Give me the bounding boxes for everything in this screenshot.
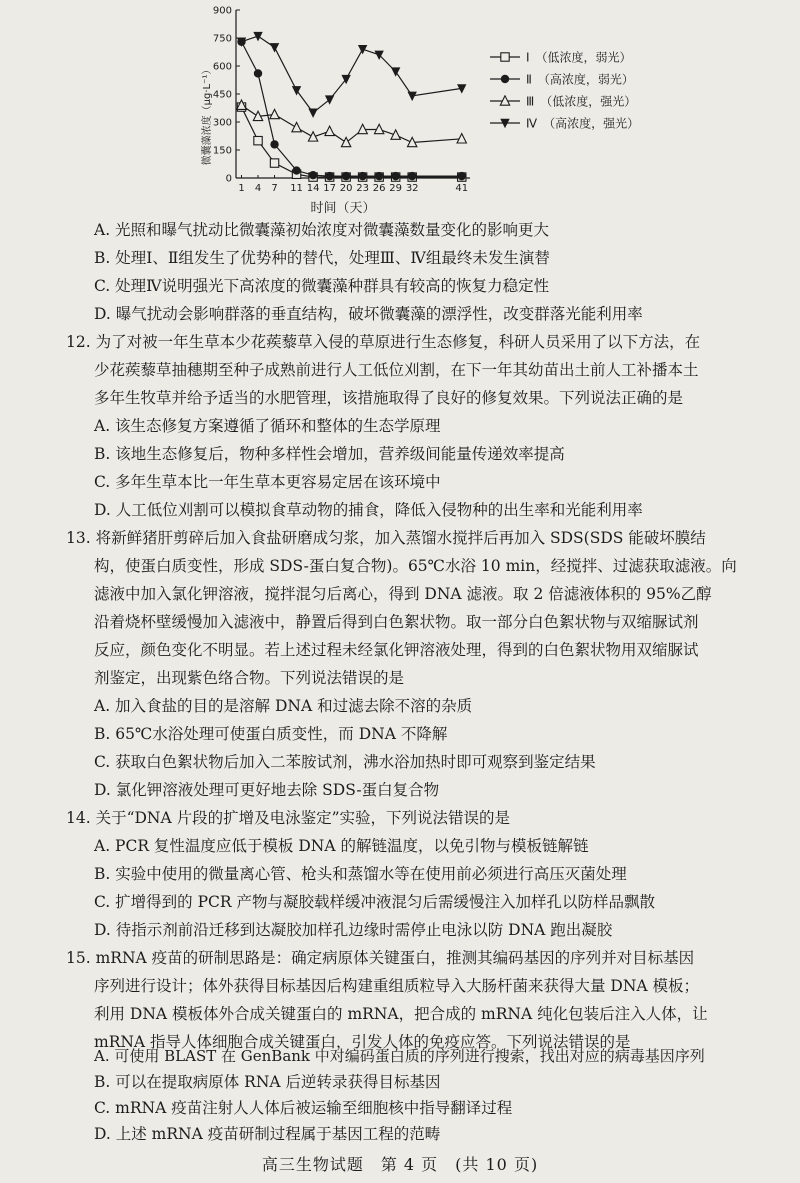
series-3 [237, 100, 467, 147]
data-point [375, 172, 383, 180]
q12-stem-line: 12. 为了对被一年生草本少花蒺藜草入侵的草原进行生态修复，科研人员采用了以下方法，在 [66, 333, 701, 351]
data-point [292, 166, 300, 174]
data-point [254, 69, 262, 77]
q13-stem-line: 滤液中加入氯化钾溶液，搅拌混匀后离心，得到 DNA 滤液。取 2 倍滤液体积的 95%乙醇 [94, 585, 712, 603]
q15-stem-line: 利用 DNA 模板体外合成关键蛋白的 mRNA，把合成的 mRNA 纯化包装后注入人体，让 [94, 1005, 708, 1023]
q14-stem-line: 14. 关于“DNA 片段的扩增及电泳鉴定”实验，下列说法错误的是 [66, 809, 511, 827]
q11-option-b: B. 处理Ⅰ、Ⅱ组发生了优势种的替代，处理Ⅲ、Ⅳ组最终未发生演替 [94, 249, 550, 267]
data-point [391, 172, 399, 180]
plot-area [237, 32, 467, 181]
q13-stem-line: 剂鉴定，出现紫色络合物。下列说法错误的是 [94, 669, 405, 687]
q13-stem-line: 13. 将新鲜猪肝剪碎后加入食盐研磨成匀浆，加入蒸馏水搅拌后再加入 SDS(SDS 能破坏膜结 [66, 529, 706, 547]
legend-entry: Ⅲ （低浓度，强光） [526, 94, 637, 109]
y-axis-label: 微囊藻浓度（μg·L⁻¹） [202, 64, 213, 166]
data-point [407, 92, 416, 101]
chart-legend [490, 50, 639, 131]
q15-option-c: C. mRNA 疫苗注射人人体后被运输至细胞核中指导翻译过程 [94, 1099, 513, 1117]
q14-option-a: A. PCR 复性温度应低于模板 DNA 的解链温度，以免引物与模板链解链 [94, 837, 589, 855]
data-point [270, 140, 278, 148]
y-tick-label: 900 [212, 5, 232, 17]
legend-entry: Ⅳ （高浓度，强光） [526, 116, 640, 131]
y-axis [213, 6, 240, 185]
data-point [501, 75, 509, 83]
data-point [325, 172, 333, 180]
page-footer: 高三生物试题 第 4 页 (共 10 页) [261, 1155, 539, 1174]
data-point [309, 171, 317, 179]
q12-option-c: C. 多年生草本比一年生草本更容易定居在该环境中 [94, 473, 441, 491]
data-point [342, 172, 350, 180]
data-point [358, 172, 366, 180]
x-tick-label: 32 [405, 183, 419, 194]
q15-option-b: B. 可以在提取病原体 RNA 后逆转录获得目标基因 [94, 1073, 441, 1091]
x-tick-label: 20 [339, 183, 353, 194]
y-tick-label: 300 [212, 117, 232, 129]
x-tick-label: 14 [306, 183, 320, 194]
q11-option-c: C. 处理Ⅳ说明强光下高浓度的微囊藻种群具有较高的恢复力稳定性 [94, 277, 550, 295]
q15-stem-line: 序列进行设计；体外获得目标基因后构建重组质粒导入大肠杆菌来获得大量 DNA 模板； [94, 977, 700, 995]
q13-stem-line: 反应，颜色变化不明显。若上述过程未经氯化钾溶液处理，得到的白色絮状物用双缩脲试 [94, 641, 699, 659]
x-tick-label: 17 [323, 183, 336, 194]
q12-option-a: A. 该生态修复方案遵循了循环和整体的生态学原理 [94, 417, 441, 435]
q13-stem-line: 沿着烧杯壁缓慢加入滤液中，静置后得到白色絮状物。取一部分白色絮状物与双缩脲试剂 [94, 613, 699, 631]
data-point [254, 136, 262, 144]
q15-option-d: D. 上述 mRNA 疫苗研制过程属于基因工程的范畴 [94, 1125, 441, 1143]
data-point [270, 159, 278, 167]
y-tick-label: 750 [212, 33, 232, 45]
q11-option-d: D. 曝气扰动会影响群落的垂直结构，破坏微囊藻的漂浮性，改变群落光能利用率 [94, 305, 643, 323]
x-tick-label: 1 [238, 183, 245, 194]
data-point [270, 43, 279, 52]
data-point [501, 53, 509, 61]
q11-option-a: A. 光照和曝气扰动比微囊藻初始浓度对微囊藻数量变化的影响更大 [94, 221, 550, 239]
y-tick-label: 150 [212, 145, 232, 157]
y-tick-label: 0 [225, 173, 232, 185]
x-tick-label: 26 [372, 183, 386, 194]
q15-option-a: A. 可使用 BLAST 在 GenBank 中对编码蛋白质的序列进行搜索，找出对应的病毒基因序列 [94, 1047, 705, 1065]
q15-stem-line: mRNA 指导人体细胞合成关键蛋白，引发人体的免疫应答。下列说法错误的是 [94, 1033, 631, 1051]
q13-option-b: B. 65℃水浴处理可使蛋白质变性，而 DNA 不降解 [94, 725, 448, 743]
x-tick-label: 41 [455, 183, 469, 194]
y-tick-label: 600 [212, 61, 232, 73]
data-point [457, 134, 466, 143]
q12-stem-line: 多年生牧草并给予适当的水肥管理，该措施取得了良好的修复效果。下列说法正确的是 [94, 389, 684, 407]
x-tick-label: 4 [254, 183, 262, 194]
data-point [270, 109, 279, 118]
y-tick-label: 450 [212, 89, 232, 101]
data-point [458, 172, 466, 180]
q14-option-b: B. 实验中使用的微量离心管、枪头和蒸馏水等在使用前必须进行高压灭菌处理 [94, 865, 627, 883]
x-axis [236, 175, 470, 194]
data-point [325, 126, 334, 135]
q14-option-d: D. 待指示剂前沿迁移到达凝胶加样孔边缘时需停止电泳以防 DNA 跑出凝胶 [94, 921, 613, 939]
x-tick-label: 11 [290, 183, 303, 194]
data-point [292, 122, 301, 131]
series-4 [237, 32, 467, 118]
x-tick-label: 23 [356, 183, 370, 194]
q13-option-d: D. 氯化钾溶液处理可更好地去除 SDS-蛋白复合物 [94, 781, 440, 799]
x-tick-label: 29 [389, 183, 403, 194]
q14-option-c: C. 扩增得到的 PCR 产物与凝胶载样缓冲液混匀后需缓慢注入加样孔以防样品飘散 [94, 893, 655, 911]
q15-stem-line: 15. mRNA 疫苗的研制思路是：确定病原体关键蛋白，推测其编码基因的序列并对目标基因 [66, 949, 695, 967]
q12-option-b: B. 该地生态修复后，物种多样性会增加，营养级间能量传递效率提高 [94, 445, 565, 463]
data-point [308, 108, 317, 117]
data-point [325, 95, 334, 104]
q13-option-a: A. 加入食盐的目的是溶解 DNA 和过滤去除不溶的杂质 [94, 697, 473, 715]
legend-entry: Ⅱ （高浓度，弱光） [526, 72, 634, 87]
q12-stem-line: 少花蒺藜草抽穗期至种子成熟前进行人工低位刈割，在下一年其幼苗出土前人工补播本土 [94, 361, 699, 379]
q13-option-c: C. 获取白色絮状物后加入二苯胺试剂，沸水浴加热时即可观察到鉴定结果 [94, 753, 596, 771]
q13-stem-line: 构，使蛋白质变性，形成 SDS-蛋白复合物)。65℃水浴 10 min，经搅拌、过滤获取滤液。向 [94, 557, 737, 575]
x-tick-label: 7 [271, 183, 278, 194]
data-point [341, 137, 350, 146]
q12-option-d: D. 人工低位刈割可以模拟食草动物的捕食，降低入侵物种的出生率和光能利用率 [94, 501, 643, 519]
data-point [408, 172, 416, 180]
algae-concentration-chart [188, 0, 678, 220]
legend-entry: Ⅰ （低浓度，弱光） [526, 50, 632, 65]
x-axis-label: 时间（天） [310, 201, 376, 216]
